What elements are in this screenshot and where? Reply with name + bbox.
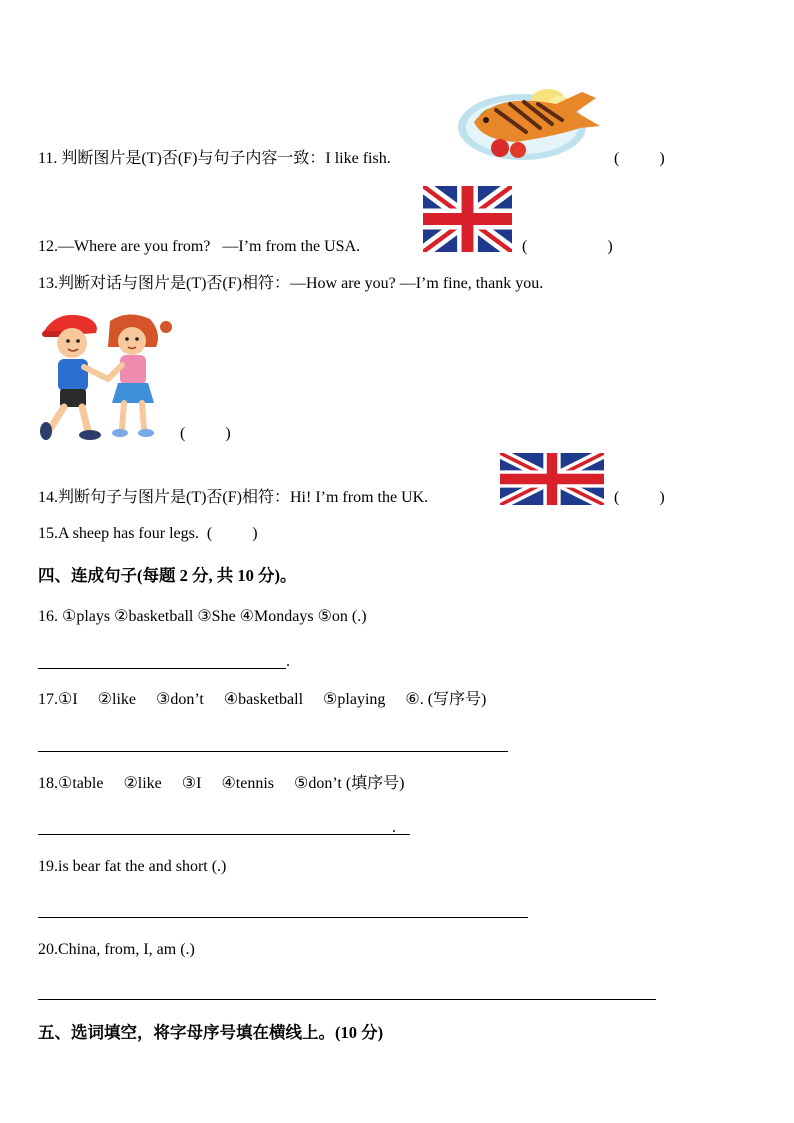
fish-plate-icon	[456, 82, 608, 168]
question-11-answer-box[interactable]: ( )	[614, 150, 665, 167]
union-jack-flag-icon	[423, 186, 512, 252]
union-jack-flag-icon	[500, 453, 604, 505]
question-17-answer-line[interactable]	[38, 751, 508, 752]
question-19-text: 19.is bear fat the and short (.)	[38, 858, 227, 875]
section-5-title: 五、选词填空，将字母序号填在横线上。(10 分)	[38, 1023, 384, 1042]
question-18-text: 18.①table ②like ③I ④tennis ⑤don’t (填序号)	[38, 775, 405, 792]
question-14-answer-box[interactable]: ( )	[614, 489, 665, 506]
question-17-text: 17.①I ②like ③don’t ④basketball ⑤playing ⑥. (写序号)	[38, 691, 487, 708]
question-15-text: 15.A sheep has four legs. ( )	[38, 525, 258, 542]
question-11-text: 11. 判断图片是(T)否(F)与句子内容一致：I like fish.	[38, 150, 391, 167]
question-16-answer-line[interactable]	[38, 668, 286, 669]
question-13-answer-box[interactable]: ( )	[180, 425, 231, 442]
question-18-answer-line[interactable]	[38, 834, 410, 835]
question-18-period: .	[392, 819, 396, 836]
question-13-text: 13.判断对话与图片是(T)否(F)相符：—How are you? —I’m fine, thank you.	[38, 275, 544, 292]
question-12-answer-box[interactable]: ( )	[522, 238, 613, 255]
children-greeting-icon	[38, 307, 174, 443]
question-16-period: .	[286, 653, 290, 670]
question-20-text: 20.China, from, I, am (.)	[38, 941, 195, 958]
question-19-answer-line[interactable]	[38, 917, 528, 918]
section-4-title: 四、连成句子(每题 2 分, 共 10 分)。	[38, 566, 297, 585]
question-20-answer-line[interactable]	[38, 999, 656, 1000]
question-16-text: 16. ①plays ②basketball ③She ④Mondays ⑤on (.)	[38, 608, 367, 625]
question-12-text: 12.—Where are you from? —I’m from the USA.	[38, 238, 361, 255]
question-14-text: 14.判断句子与图片是(T)否(F)相符：Hi! I’m from the UK.	[38, 489, 429, 506]
